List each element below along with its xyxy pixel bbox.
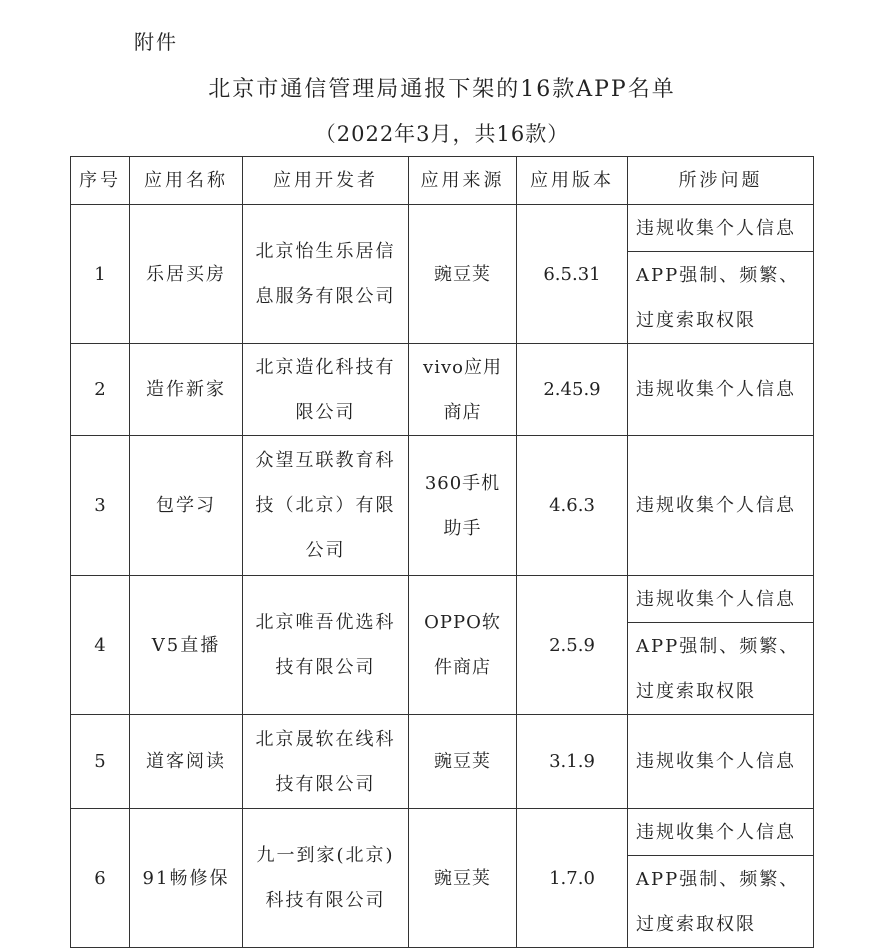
document-title: 北京市通信管理局通报下架的16款APP名单 (208, 77, 676, 102)
row-no: 3 (71, 436, 130, 576)
row-version: 6.5.31 (517, 205, 628, 344)
row-no: 4 (71, 576, 130, 715)
row-issue: 违规收集个人信息 (628, 715, 814, 809)
table-row (71, 809, 814, 856)
row-source: 豌豆荚 (409, 715, 517, 809)
row-issue: 违规收集个人信息 (628, 436, 814, 576)
row-app-name: 道客阅读 (130, 715, 243, 809)
row-issue: APP强制、频繁、过度索取权限 (628, 252, 814, 344)
row-developer: 北京唯吾优选科技有限公司 (243, 576, 409, 715)
row-developer: 北京怡生乐居信息服务有限公司 (243, 205, 409, 344)
row-app-name: 造作新家 (130, 344, 243, 436)
row-developer: 九一到家(北京)科技有限公司 (243, 809, 409, 948)
row-issue: APP强制、频繁、过度索取权限 (628, 623, 814, 715)
row-source: 豌豆荚 (409, 205, 517, 344)
row-source: 360手机助手 (409, 436, 517, 576)
row-version: 2.5.9 (517, 576, 628, 715)
row-developer: 北京造化科技有限公司 (243, 344, 409, 436)
attachment-label: 附件 (134, 30, 178, 54)
row-issue: 违规收集个人信息 (628, 809, 814, 856)
row-developer: 众望互联教育科技（北京）有限公司 (243, 436, 409, 576)
header-source: 应用来源 (409, 157, 517, 205)
row-issue: 违规收集个人信息 (628, 205, 814, 252)
row-source: vivo应用商店 (409, 344, 517, 436)
row-version: 2.45.9 (517, 344, 628, 436)
row-version: 3.1.9 (517, 715, 628, 809)
row-no: 1 (71, 205, 130, 344)
header-developer: 应用开发者 (243, 157, 409, 205)
row-no: 6 (71, 809, 130, 948)
table-header-row (71, 157, 814, 205)
row-app-name: 91畅修保 (130, 809, 243, 948)
row-version: 4.6.3 (517, 436, 628, 576)
table-row (71, 344, 814, 436)
row-developer: 北京晟软在线科技有限公司 (243, 715, 409, 809)
row-no: 2 (71, 344, 130, 436)
row-source: OPPO软件商店 (409, 576, 517, 715)
row-no: 5 (71, 715, 130, 809)
header-app-name: 应用名称 (130, 157, 243, 205)
row-app-name: V5直播 (130, 576, 243, 715)
table-row (71, 205, 814, 252)
app-list-table (70, 156, 814, 948)
row-issue: 违规收集个人信息 (628, 344, 814, 436)
row-issue: 违规收集个人信息 (628, 576, 814, 623)
document-subtitle: （2022年3月，共16款） (314, 122, 570, 146)
table-row (71, 436, 814, 576)
row-app-name: 包学习 (130, 436, 243, 576)
header-version: 应用版本 (517, 157, 628, 205)
header-issues: 所涉问题 (628, 157, 814, 205)
row-version: 1.7.0 (517, 809, 628, 948)
table-row (71, 715, 814, 809)
header-no: 序号 (71, 157, 130, 205)
row-app-name: 乐居买房 (130, 205, 243, 344)
row-issue: APP强制、频繁、过度索取权限 (628, 856, 814, 948)
table-row (71, 576, 814, 623)
row-source: 豌豆荚 (409, 809, 517, 948)
